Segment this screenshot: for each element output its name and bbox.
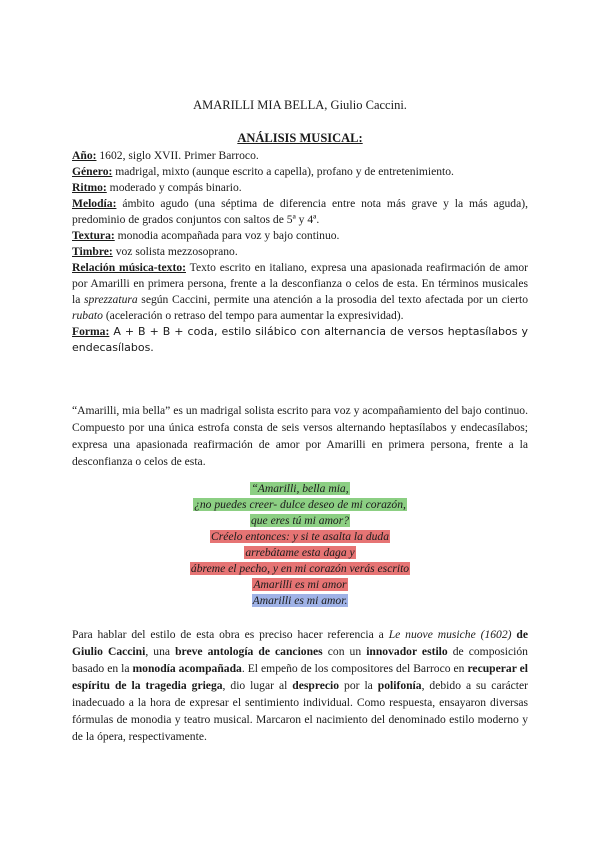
intro-paragraph: “Amarilli, mia bella” es un madrigal solista escrito para voz y acompañamiento del bajo continuo. Compuesto por una única estrofa consta de seis versos alternando heptasílabos y endecasílabos; expresa una apasionada reafirmación de amor por Amarilli en primera persona, frente a la desconfianza o celos de esta. <box>72 404 528 468</box>
paragraph-text: . El empeño de los compositores del Barroco en <box>241 662 468 675</box>
analysis-text: moderado y compás binario. <box>106 181 242 194</box>
analysis-text: (aceleración o retraso del tempo para aumentar la expresividad). <box>102 309 404 322</box>
paragraph-text: de composición basado en la <box>72 645 528 675</box>
bold-phrase: desprecio <box>292 679 340 692</box>
analysis-text: madrigal, mixto (aunque escrito a capella), profano y de entretenimiento. <box>112 165 454 178</box>
analysis-text: 1602, siglo XVII. Primer Barroco. <box>96 149 259 162</box>
poem-block <box>0 481 600 609</box>
paragraph-text: por la <box>339 679 378 692</box>
bold-phrase: breve antología de canciones <box>175 645 323 658</box>
analysis-item-genero <box>72 164 528 180</box>
analysis-item-timbre <box>72 244 528 260</box>
analysis-label: Año: <box>72 149 97 162</box>
poem-line: ábreme el pecho, y en mi corazón verás escrito <box>190 562 410 575</box>
analysis-text: monodia acompañada para voz y bajo continuo. <box>114 229 340 242</box>
section-heading: ANÁLISIS MUSICAL: <box>237 131 363 145</box>
bold-phrase: monodía acompañada <box>132 662 242 675</box>
analysis-item-anio <box>72 148 528 164</box>
poem-line: que eres tú mi amor? <box>250 514 350 527</box>
poem-line: arrebátame esta daga y <box>245 546 355 559</box>
analysis-item-ritmo <box>72 180 528 196</box>
analysis-item-textura <box>72 228 528 244</box>
poem-line: ¿no puedes creer- dulce deseo de mi corazón, <box>194 498 406 511</box>
paragraph-text: Para hablar del estilo de esta obra es preciso hacer referencia a <box>72 628 389 641</box>
bold-phrase: polifonía <box>377 679 422 692</box>
analysis-text: ámbito agudo (una séptima de diferencia entre nota más grave y la más aguda), predominio de grados conjuntos con saltos de 5ª y 4ª. <box>72 197 528 226</box>
author-name: de Giulio Caccini <box>72 628 528 658</box>
poem-line: Créelo entonces: y si te asalta la duda <box>210 530 390 543</box>
analysis-list <box>72 148 528 356</box>
analysis-text: voz solista mezzosoprano. <box>112 245 238 258</box>
analysis-text: Texto escrito en italiano, expresa una apasionada reafirmación de amor por Amarilli en primera persona, frente a la desconfianza o celos de esta. En términos musicales la <box>72 261 528 306</box>
analysis-label: Relación música-texto: <box>72 261 186 274</box>
analysis-item-melodia <box>72 196 528 228</box>
analysis-item-forma <box>72 324 528 356</box>
analysis-text: según Caccini, permite una atención a la prosodia del texto afectada por un cierto <box>137 293 528 306</box>
analysis-label: Género: <box>72 165 113 178</box>
style-paragraph <box>72 626 528 745</box>
bold-phrase: innovador estilo <box>366 645 448 658</box>
paragraph-text: , dio lugar al <box>222 679 293 692</box>
work-title: Le nuove musiche (1602) <box>388 628 512 641</box>
paragraph-text: con un <box>322 645 367 658</box>
analysis-label: Melodía: <box>72 197 117 210</box>
analysis-label: Timbre: <box>72 245 113 258</box>
term-rubato: rubato <box>72 309 103 322</box>
poem-line: “Amarilli, bella mia, <box>251 482 349 495</box>
document-title: AMARILLI MIA BELLA, Giulio Caccini. <box>193 98 407 112</box>
paragraph-text: , debido a su carácter inadecuado a la hora de expresar el sentimiento individual. Como respuesta, ensayaron diversas fórmulas de monodia y teatro musical. Marcaron el nacimiento del denominado estilo moderno y de la ópera, respectivamente. <box>72 679 528 743</box>
poem-line: Amarilli es mi amor <box>253 578 347 591</box>
term-sprezzatura: sprezzatura <box>84 293 138 306</box>
analysis-item-relacion <box>72 260 528 324</box>
analysis-label: Ritmo: <box>72 181 107 194</box>
analysis-label: Textura: <box>72 229 115 242</box>
analysis-text: A + B + B + coda, estilo silábico con alternancia de versos heptasílabos y endecasílabos. <box>72 325 528 354</box>
analysis-label: Forma: <box>72 325 110 338</box>
bold-phrase: recuperar el espíritu de la tragedia griega <box>72 662 529 692</box>
poem-line: Amarilli es mi amor. <box>252 594 348 607</box>
paragraph-text: , una <box>145 645 176 658</box>
